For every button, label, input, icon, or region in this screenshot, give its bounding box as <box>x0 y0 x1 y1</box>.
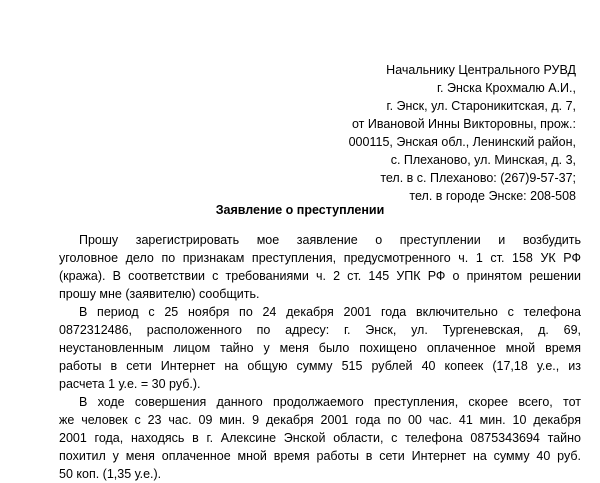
body-line: 0872312486, расположенного по адресу: г. Энск, ул. Тургеневская, д. 69, <box>59 323 581 337</box>
body-line: 2001 года, находясь в г. Алексине Энской области, с телефона 0875343694 тайно <box>59 431 581 445</box>
addressee-line: тел. в городе Энске: 208-508 <box>409 189 576 203</box>
addressee-line: тел. в с. Плеханово: (267)9-57-37; <box>380 171 576 185</box>
addressee-line: г. Энск, ул. Староникитская, д. 7, <box>386 99 576 113</box>
addressee-line: 000115, Энская обл., Ленинский район, <box>348 135 576 149</box>
body-line: Прошу зарегистрировать мое заявление о преступлении и возбудить <box>79 233 581 247</box>
addressee-line: Начальнику Центрального РУВД <box>386 63 576 77</box>
body-line: прошу мне (заявителю) сообщить. <box>59 287 260 301</box>
body-line: уголовное дело по признакам преступления, предусмотренного ч. 1 ст. 158 УК РФ <box>59 251 581 265</box>
body-line: В период с 25 ноября по 24 декабря 2001 года включительно с телефона <box>79 305 581 319</box>
addressee-line: от Ивановой Инны Викторовны, прож.: <box>351 117 576 131</box>
body-line: (кража). В соответствии с требованиями ч. 2 ст. 145 УПК РФ о принятом решении <box>59 269 581 283</box>
body-line: же человек с 23 час. 09 мин. 9 декабря 2001 года по 00 час. 41 мин. 10 декабря <box>59 413 581 427</box>
body-line: похитил у меня оплаченное мной время работы в сети Интернет на сумму 40 руб. <box>59 449 581 463</box>
document-title: Заявление о преступлении <box>215 203 385 217</box>
document-body <box>59 231 581 483</box>
body-line: неустановленным лицом тайно у меня было похищено оплаченное мной время <box>59 341 581 355</box>
addressee-line: г. Энска Крохмалю А.И., <box>436 81 576 95</box>
body-line: расчета 1 у.е. = 30 руб.). <box>59 377 201 391</box>
body-line: 50 коп. (1,35 у.е.). <box>59 467 162 481</box>
body-line: В ходе совершения данного продолжаемого преступления, скорее всего, тот <box>79 395 581 409</box>
addressee-line: с. Плеханово, ул. Минская, д. 3, <box>390 153 576 167</box>
addressee-block <box>250 61 576 205</box>
body-line: работы в сети Интернет на общую сумму 515 рублей 40 копеек (17,18 у.е., из <box>59 359 581 373</box>
